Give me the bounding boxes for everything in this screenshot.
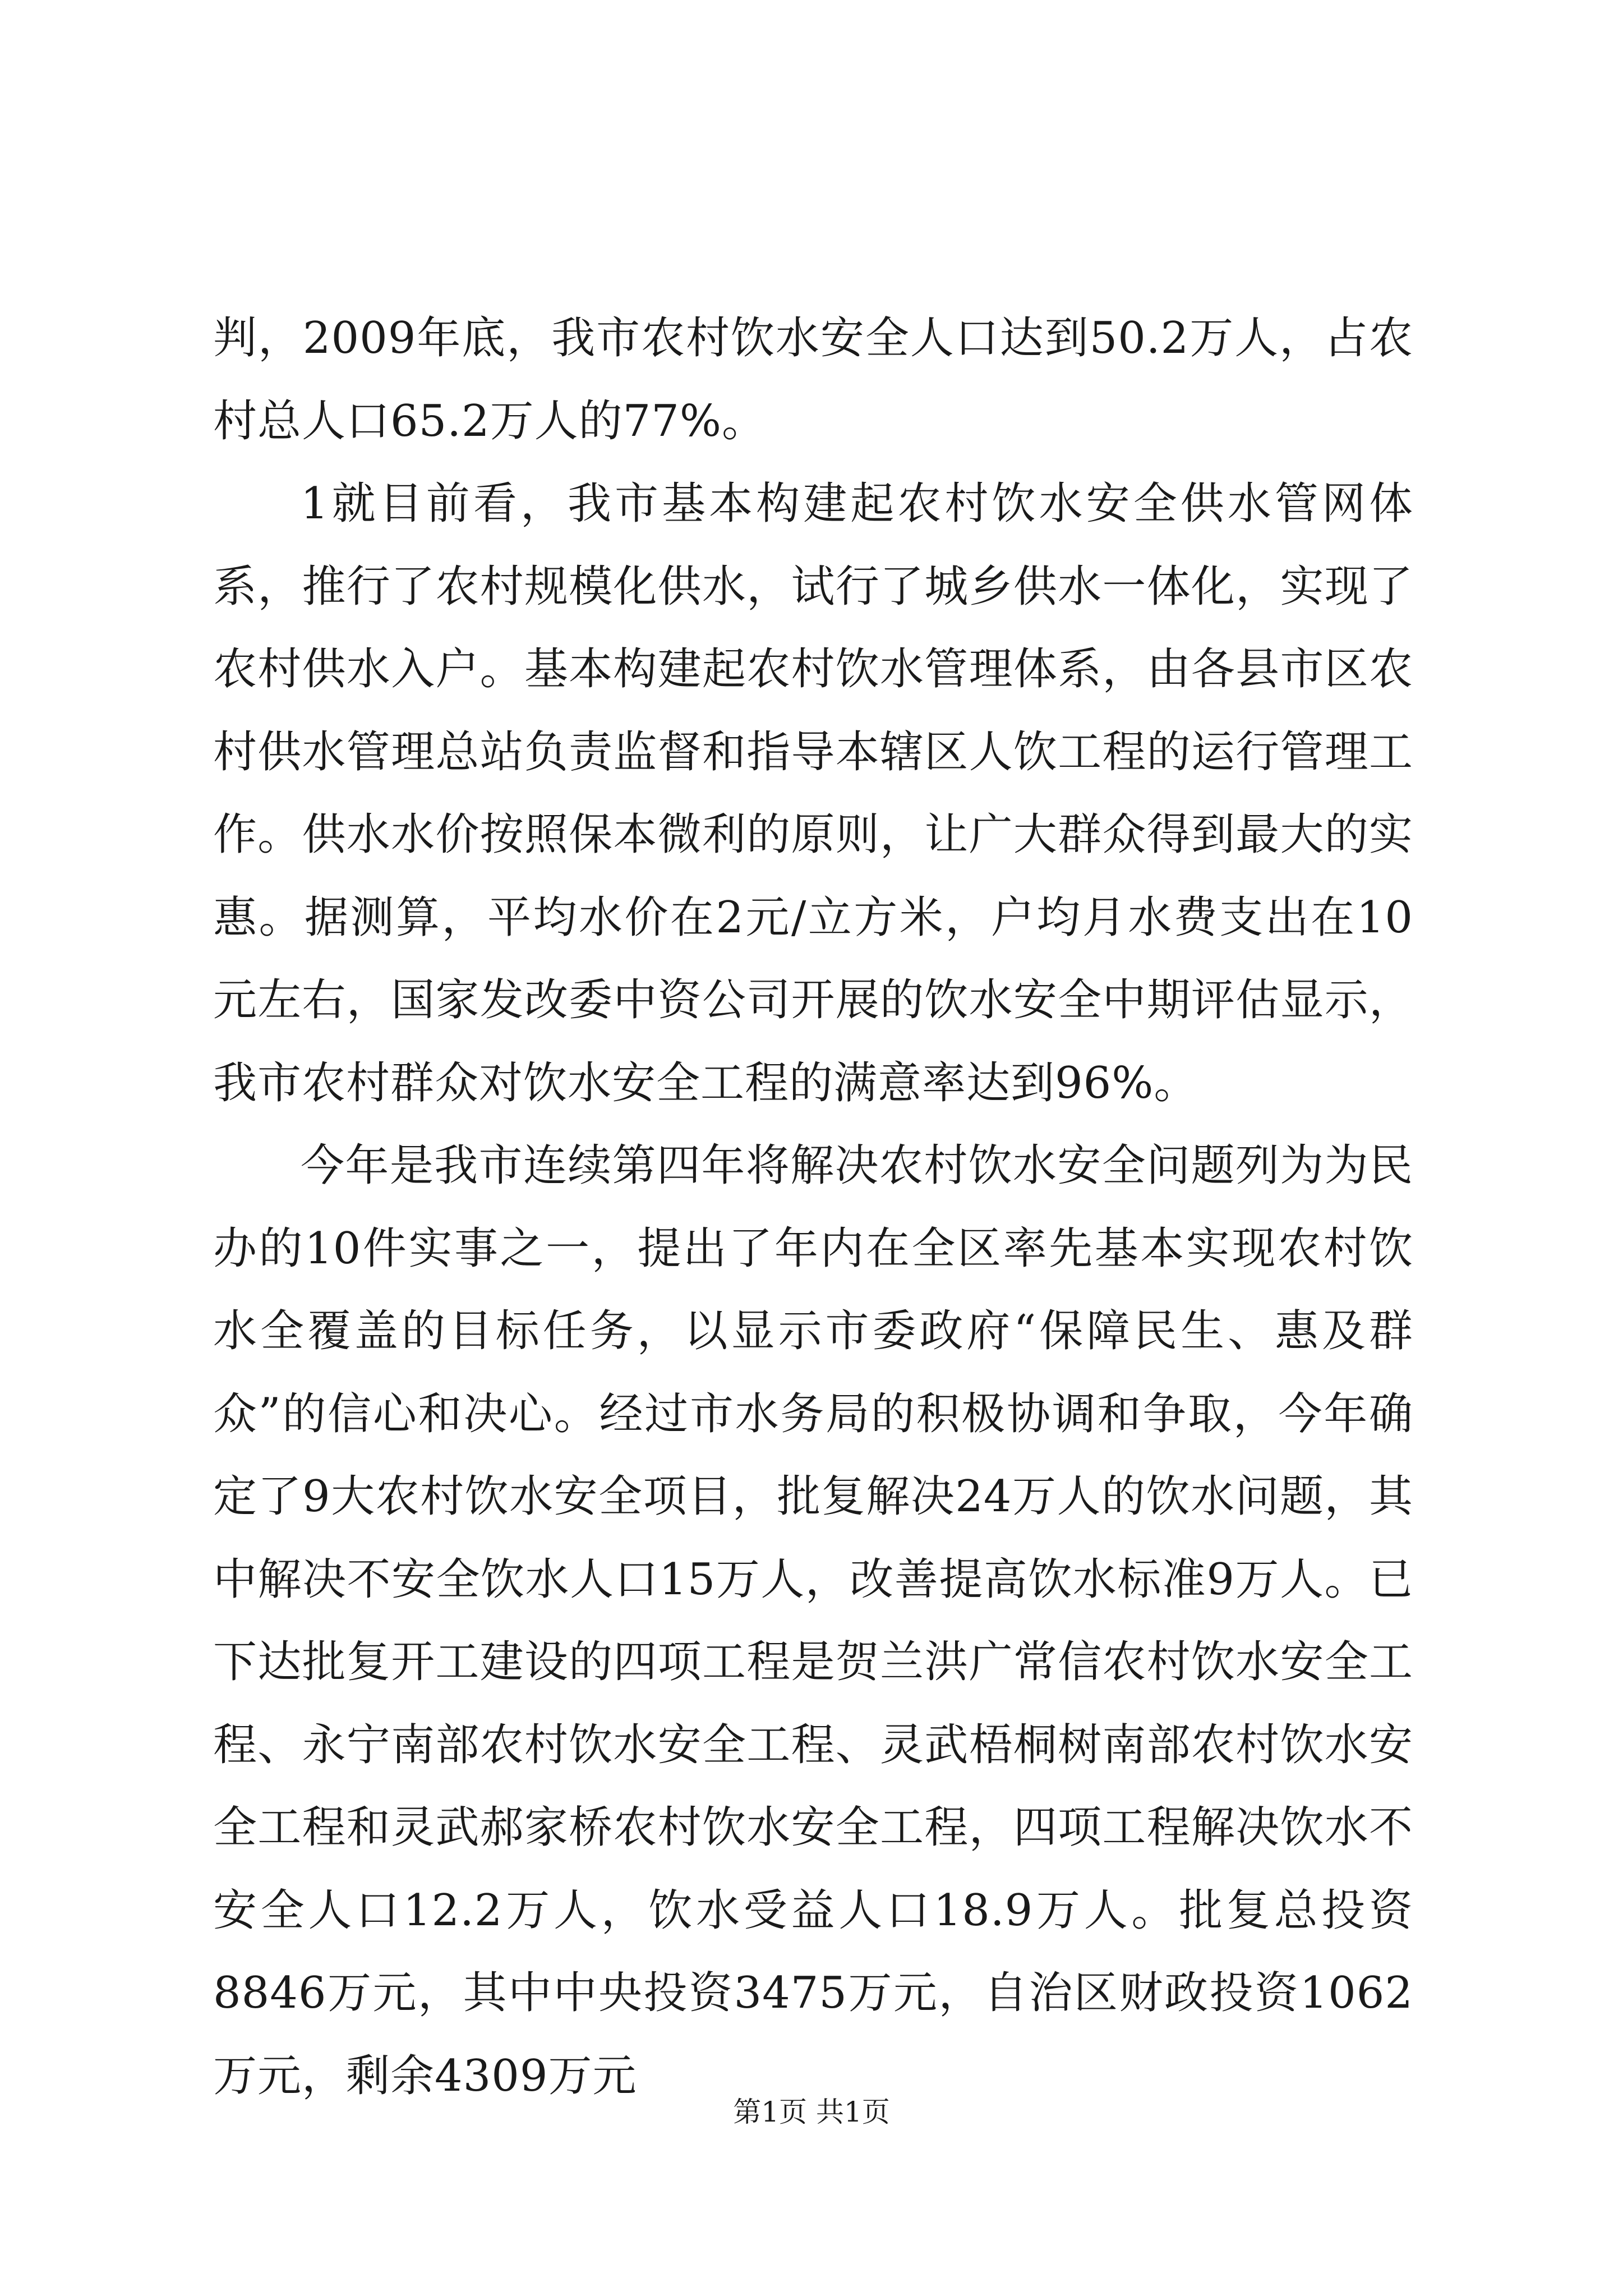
paragraph-this-year-projects: 今年是我市连续第四年将解决农村饮水安全问题列为为民办的10件实事之一，提出了年内在全区率先基本实现农村饮水全覆盖的目标任务，以显示市委政府“保障民生、惠及群众”的信心和决心。经过市水务局的积极协调和争取，今年确定了9大农村饮水安全项目，批复解决24万人的饮水问题，其中解决不安全饮水人口15万人，改善提高饮水标准9万人。已下达批复开工建设的四项工程是贺兰洪广常信农村饮水安全工程、永宁南部农村饮水安全工程、灵武梧桐树南部农村饮水安全工程和灵武郝家桥农村饮水安全工程，四项工程解决饮水不安全人口12.2万人，饮水受益人口18.9万人。批复总投资8846万元，其中中央投资3475万元，自治区财政投资1062万元，剩余4309万元 <box>213 1140 1413 2101</box>
page-number-footer: 第1页 共1页 <box>733 2096 890 2128</box>
paragraph-water-supply-system: 1就目前看，我市基本构建起农村饮水安全供水管网体系，推行了农村规模化供水，试行了城乡供水一体化，实现了农村供水入户。基本构建起农村饮水管理体系，由各县市区农村供水管理总站负责监督和指导本辖区人饮工程的运行管理工作。供水水价按照保本微利的原则，让广大群众得到最大的实惠。据测算，平均水价在2元/立方米，户均月水费支出在10元左右，国家发改委中资公司开展的饮水安全中期评估显示，我市农村群众对饮水安全工程的满意率达到96%。 <box>213 478 1413 1108</box>
document-body <box>213 297 1413 2118</box>
paragraph-continuation: 判，2009年底，我市农村饮水安全人口达到50.2万人，占农村总人口65.2万人的77%。 <box>213 313 1413 447</box>
